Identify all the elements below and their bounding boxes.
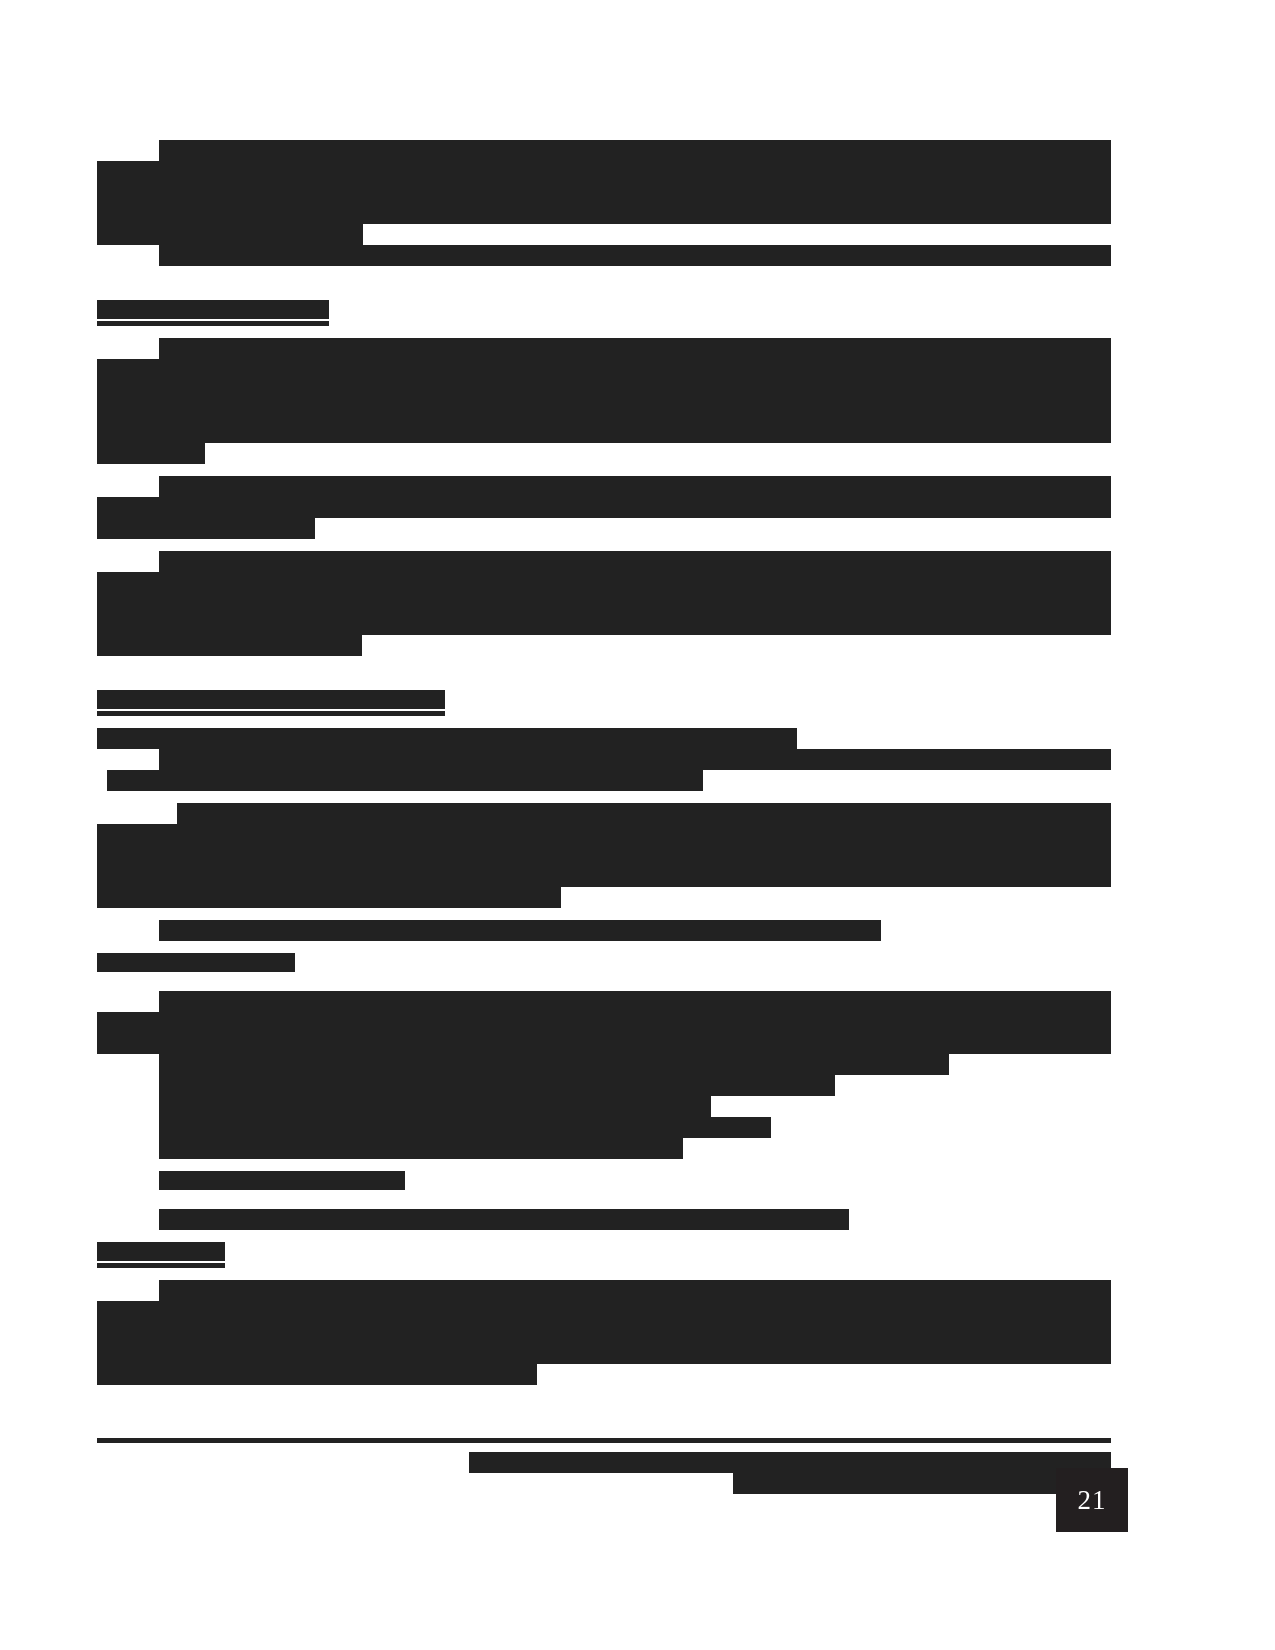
redaction-bar (97, 1322, 1111, 1343)
redaction-bar (159, 245, 1111, 266)
list-item (97, 1138, 1111, 1159)
list-item (97, 1054, 1111, 1096)
footnote-redacted-block (97, 1452, 1111, 1494)
redacted-text-line (97, 161, 1111, 182)
redaction-bar (159, 991, 1111, 1012)
redaction-bar (97, 953, 295, 972)
redaction-bar (97, 224, 363, 245)
redaction-bar (97, 182, 1111, 203)
redacted-text-line (97, 991, 1111, 1012)
redaction-bar (159, 476, 1111, 497)
redaction-bar (97, 497, 1111, 518)
redacted-text-line (97, 182, 1111, 203)
vertical-spacer (97, 941, 1111, 953)
redaction-bar (97, 1343, 1111, 1364)
redaction-bar (159, 140, 1111, 161)
redacted-text-line (97, 749, 1111, 770)
heading-underline-rule (97, 321, 329, 326)
redaction-bar (97, 300, 329, 319)
redaction-bar (97, 1242, 225, 1261)
redaction-bar (97, 635, 362, 656)
list-redacted (97, 1054, 1111, 1159)
redacted-text-line (97, 497, 1111, 518)
paragraph-redacted (97, 1280, 1111, 1385)
redacted-text-line (97, 1452, 1111, 1473)
vertical-spacer (97, 1159, 1111, 1171)
redaction-bar (97, 443, 205, 464)
redacted-text-line (97, 1301, 1111, 1322)
redacted-text-line (97, 728, 1111, 749)
redaction-bar (97, 690, 445, 709)
redaction-bar (469, 1452, 1111, 1473)
paragraph-redacted (97, 338, 1111, 464)
redaction-bar (97, 1301, 1111, 1322)
vertical-spacer (97, 1230, 1111, 1242)
redacted-text-line (97, 593, 1111, 614)
paragraph-redacted (97, 551, 1111, 656)
redacted-text-line (97, 635, 1111, 656)
redaction-bar (159, 1096, 711, 1117)
paragraph-redacted (97, 991, 1111, 1054)
heading-underline-rule (97, 711, 445, 716)
list-item (97, 1096, 1111, 1138)
redacted-text-line (97, 1096, 1111, 1117)
redaction-bar (159, 551, 1111, 572)
vertical-spacer (97, 979, 1111, 991)
redacted-text-line (97, 1322, 1111, 1343)
subsection-heading-redacted (97, 953, 1111, 979)
vertical-spacer (97, 539, 1111, 551)
vertical-spacer (97, 464, 1111, 476)
subsection-heading-redacted (97, 1171, 1111, 1197)
redaction-bar (97, 614, 1111, 635)
vertical-spacer (97, 1197, 1111, 1209)
redacted-text-line (97, 359, 1111, 380)
redaction-bar (97, 1033, 1111, 1054)
heading-underline-rule (97, 1263, 225, 1268)
redacted-text-line (97, 614, 1111, 635)
redaction-bar (159, 1054, 949, 1075)
redaction-bar (159, 920, 881, 941)
redacted-text-line (97, 1343, 1111, 1364)
redacted-text-line (97, 1280, 1111, 1301)
redacted-text-line (97, 443, 1111, 464)
vertical-spacer (97, 656, 1111, 690)
redaction-bar (159, 1117, 771, 1138)
vertical-spacer (97, 716, 1111, 728)
redaction-bar (97, 572, 1111, 593)
redacted-text-line (97, 1473, 1111, 1494)
redaction-bar (177, 803, 1111, 824)
redaction-bar (97, 1364, 537, 1385)
redacted-text-line (97, 1012, 1111, 1033)
redacted-text-line (97, 401, 1111, 422)
redacted-text-line (97, 770, 1111, 791)
redaction-bar (97, 161, 1111, 182)
redacted-text-line (97, 824, 1111, 845)
redacted-text-line (97, 803, 1111, 824)
redacted-text-line (97, 1117, 1111, 1138)
redacted-text-line (97, 380, 1111, 401)
page-number-label: 21 (1077, 1484, 1107, 1515)
redacted-text-line (97, 203, 1111, 224)
vertical-spacer (97, 266, 1111, 300)
redaction-bar (97, 518, 315, 539)
redacted-text-line (97, 845, 1111, 866)
redacted-text-line (97, 245, 1111, 266)
paragraph-redacted (97, 803, 1111, 908)
redaction-bar (97, 887, 561, 908)
redaction-bar (159, 338, 1111, 359)
redacted-text-line (97, 476, 1111, 497)
redaction-bar (97, 422, 1111, 443)
section-heading-redacted (97, 300, 1111, 326)
vertical-spacer (97, 326, 1111, 338)
redaction-bar (97, 203, 1111, 224)
redaction-bar (97, 845, 1111, 866)
redacted-text-line (97, 1033, 1111, 1054)
redaction-bar (97, 824, 1111, 845)
vertical-spacer (97, 908, 1111, 920)
redacted-text-line (97, 224, 1111, 245)
list-redacted (97, 1209, 1111, 1230)
redacted-text-line (97, 338, 1111, 359)
vertical-spacer (97, 791, 1111, 803)
redaction-bar (159, 749, 1111, 770)
redaction-bar (97, 728, 797, 749)
redaction-bar (159, 1138, 683, 1159)
redacted-text-line (97, 551, 1111, 572)
redacted-text-line (97, 1138, 1111, 1159)
redacted-text-line (97, 920, 1111, 941)
paragraph-redacted (97, 140, 1111, 266)
redaction-bar (107, 770, 703, 791)
redaction-bar (97, 401, 1111, 422)
redaction-bar (97, 593, 1111, 614)
list-item (97, 1209, 1111, 1230)
redaction-bar (733, 1473, 1111, 1494)
redacted-text-line (97, 1075, 1111, 1096)
page-content (97, 140, 1111, 1385)
redacted-text-line (97, 422, 1111, 443)
section-heading-redacted (97, 1242, 1111, 1268)
paragraph-redacted (97, 728, 1111, 791)
redaction-bar (159, 1075, 835, 1096)
redacted-text-line (97, 1054, 1111, 1075)
redacted-text-line (97, 866, 1111, 887)
footer-rule (97, 1438, 1111, 1443)
redaction-bar (159, 1280, 1111, 1301)
redaction-bar (97, 359, 1111, 380)
redaction-bar (159, 1171, 405, 1190)
vertical-spacer (97, 1268, 1111, 1280)
redacted-text-line (97, 140, 1111, 161)
page-number-badge (1056, 1468, 1128, 1532)
section-heading-redacted (97, 690, 1111, 716)
redaction-bar (97, 380, 1111, 401)
redacted-text-line (97, 572, 1111, 593)
redaction-bar (97, 1012, 1111, 1033)
redaction-bar (159, 1209, 849, 1230)
paragraph-redacted (97, 920, 1111, 941)
redacted-text-line (97, 518, 1111, 539)
redacted-text-line (97, 1364, 1111, 1385)
redacted-text-line (97, 1209, 1111, 1230)
redaction-bar (97, 866, 1111, 887)
paragraph-redacted (97, 476, 1111, 539)
redacted-text-line (97, 887, 1111, 908)
